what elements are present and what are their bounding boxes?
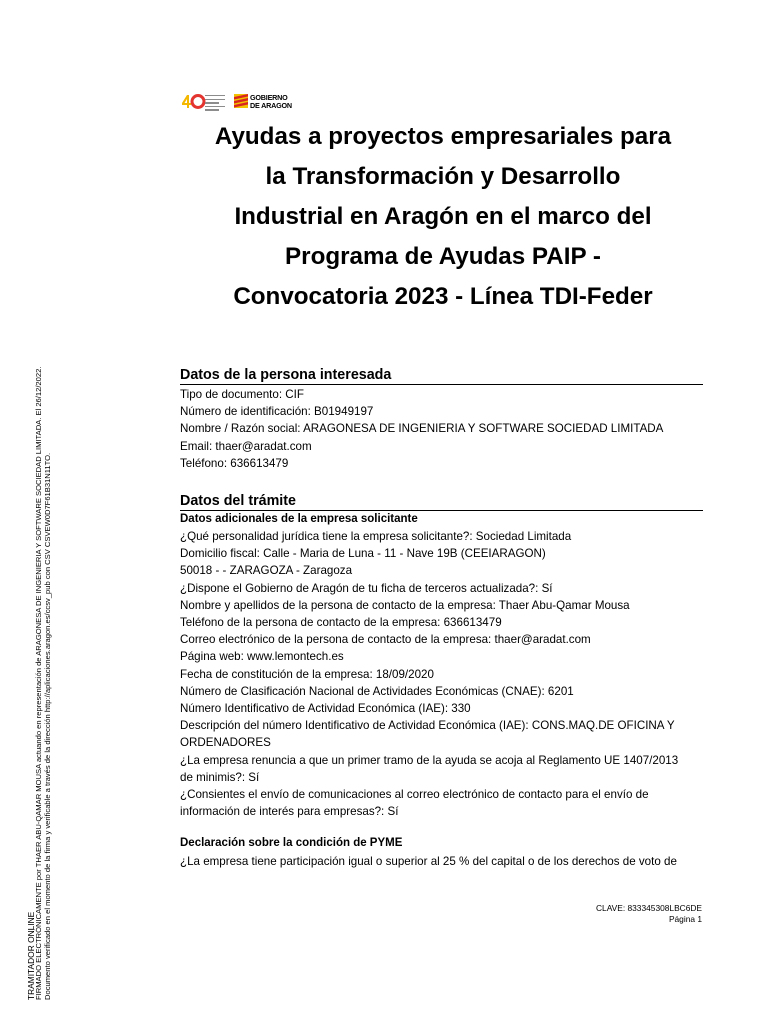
detail-line: ¿La empresa renuncia a que un primer tramo de la ayuda se acoja al Reglamento UE 1407/2013: [180, 753, 679, 767]
clave-code: CLAVE: 833345308LBC6DE: [596, 903, 702, 913]
page-number: Página 1: [668, 914, 702, 924]
detail-line: Descripción del número Identificativo de Actividad Económica (IAE): CONS.MAQ.DE OFICINA Y: [180, 719, 675, 733]
tramite-details: [180, 528, 710, 820]
gobierno-text: GOBIERNO: [250, 93, 288, 102]
detail-line: ¿Consientes el envío de comunicaciones al correo electrónico de contacto para el envío de: [180, 788, 649, 802]
detail-line: Domicilio fiscal: Calle - Maria de Luna - 11 - Nave 19B (CEEIARAGON): [180, 547, 546, 561]
interesada-details: [180, 386, 710, 472]
forty-anniversary-logo: [180, 92, 230, 114]
detail-line: Teléfono de la persona de contacto de la empresa: 636613479: [180, 616, 502, 630]
subheading-empresa-solicitante: Datos adicionales de la empresa solicitante: [180, 513, 418, 525]
document-title: [176, 117, 710, 317]
subheading-pyme: Declaración sobre la condición de PYME: [180, 837, 403, 849]
signature-line-1: FIRMADO ELECTRÓNICAMENTE por THAER ABU-QAMAR MOUSA actuando en representación de ARAGONESA DE INGENIERIA Y SOFTWARE SOCIEDAD LIMITADA. El 26/12/2022.: [34, 366, 43, 1000]
signature-stamp: [34, 280, 53, 1000]
pyme-details: [180, 853, 710, 870]
detail-line: ¿Dispone el Gobierno de Aragón de tu ficha de terceros actualizada?: Sí: [180, 581, 553, 595]
detail-line: Tipo de documento: CIF: [180, 388, 304, 401]
detail-line: Email: thaer@aradat.com: [180, 439, 312, 453]
signature-line-2: Documento verificado en el momento de la firma y verificable a través de la dirección http://aplicaciones.aragon.es/ccsv_pub con CSV CSVEW0D7F61B31N11TO.: [43, 452, 53, 1000]
detail-line: 50018 - - ZARAGOZA - Zaragoza: [180, 564, 353, 578]
title-line: Ayudas a proyectos empresariales para: [214, 123, 672, 150]
page-footer: [596, 903, 702, 925]
title-line: Industrial en Aragón en el marco del: [234, 203, 652, 230]
detail-line: Nombre y apellidos de la persona de contacto de la empresa: Thaer Abu-Qamar Mousa: [180, 598, 630, 612]
detail-line: ¿Qué personalidad jurídica tiene la empresa solicitante?: Sociedad Limitada: [180, 530, 572, 543]
forty-logo-tagline: [205, 95, 225, 113]
title-line: Programa de Ayudas PAIP -: [285, 243, 601, 270]
detail-line: Número de identificación: B01949197: [180, 405, 374, 419]
detail-line: ¿La empresa tiene participación igual o superior al 25 % del capital o de los derechos de voto de: [180, 855, 677, 868]
title-line: Convocatoria 2023 - Línea TDI-Feder: [233, 283, 653, 310]
detail-line: Página web: www.lemontech.es: [180, 650, 344, 664]
detail-line: Fecha de constitución de la empresa: 18/09/2020: [180, 667, 434, 681]
detail-line: de minimis?: Sí: [180, 770, 260, 784]
detail-line: Número de Clasificación Nacional de Actividades Económicas (CNAE): 6201: [180, 684, 574, 698]
title-line: la Transformación y Desarrollo: [265, 163, 621, 190]
aragon-flag-icon: [234, 94, 248, 108]
section-heading-interesada: Datos de la persona interesada: [180, 367, 703, 385]
gobierno-aragon-logo: [234, 91, 304, 113]
detail-line: ORDENADORES: [180, 736, 271, 750]
detail-line: Nombre / Razón social: ARAGONESA DE INGENIERIA Y SOFTWARE SOCIEDAD LIMITADA: [180, 422, 664, 436]
detail-line: Correo electrónico de la persona de contacto de la empresa: thaer@aradat.com: [180, 633, 591, 647]
detail-line: información de interés para empresas?: Sí: [180, 805, 399, 819]
detail-line: Teléfono: 636613479: [180, 456, 289, 470]
section-heading-tramite: Datos del trámite: [180, 493, 703, 511]
detail-line: Número Identificativo de Actividad Económica (IAE): 330: [180, 702, 471, 716]
aragon-text: DE ARAGON: [250, 101, 292, 110]
tramitador-stamp: TRAMITADOR ONLINE: [26, 911, 36, 1000]
forty-logo-icon: [180, 92, 206, 110]
